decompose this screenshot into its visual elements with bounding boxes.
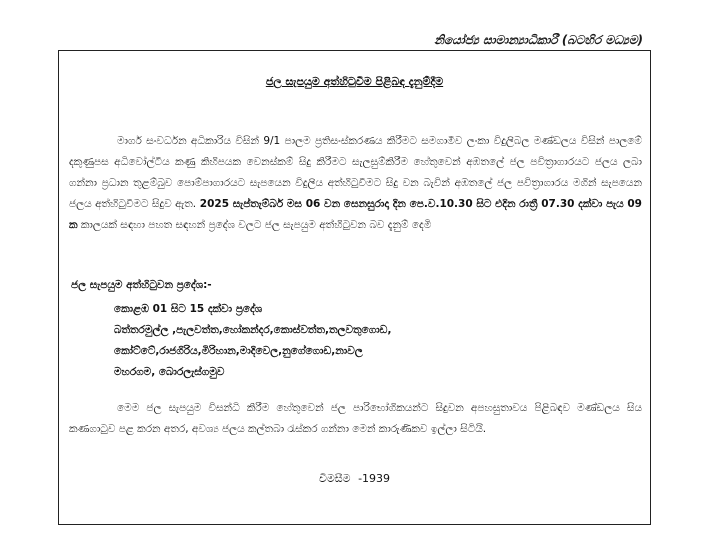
paragraph-date-time: 2025 සැප්තැම්බර් මස 06 වන සෙනසුරාදා දින පෙ.ව.10.30 සිට එදින රාත්‍රී 07.30 දක්වා පැය 09 ක [69,198,642,231]
notice-paragraph-main [69,131,642,236]
area-line: බත්තරමුල්ල ,පැලවත්ත,හෝකන්දර,කොස්වත්ත,තලවතුගොඩ, [114,324,392,336]
area-line: කොළඹ 01 සිට 15 දක්වා ප්‍රදේශ [114,303,263,315]
affected-areas-heading: ජල සැපයුම අත්හිටුවන ප්‍රදේශ:- [71,279,212,291]
inquiry-label: විමසීම [318,472,351,485]
inquiry-number: -1939 [358,472,391,485]
notice-box [58,50,651,525]
paragraph-lead: මාර්ග සංවර්ධන අධිකාරිය විසින් 9/1 පාලම ප්‍රතිසංස්කරණය කිරීමට සමගාමීව ලංකා විදුලිබල මණ්ඩලය විසින් පාලමේ දකුණුපස අධිවෝල්ටීය කණු කිහිපයක වෙනස්කම් සිදු කිරීමට සැලසුම්කිරීම හේතුවෙන් අඹතලේ ජල පවිත්‍රාගාරයට ජලය ලබා ගන්නා ප්‍රධාන තුළම්බුව පොම්පාගාරයට සැපයෙන විදුලිය අත්හිටුවීමට සිදු වන බැවින් අඹතලේ ජල පවිත්‍රාගාරය මගින් සැපයෙන ජලය අත්හිටුවීමට සිදුව ඇත. [69,135,642,210]
area-line: කෝට්ටේ,රාජගිරිය,මිරිහාන,මාදිවෙල,නුගේගොඩ,නාවල [114,345,363,357]
paragraph-tail: කාලයක් සඳහා පහත සඳහන් ප්‍රදේශ වලට ජල සැපයුම අත්හිටුවන බව දැනුම් දෙමි [77,219,432,231]
office-header: නියෝජ්‍ය සාමාන්‍යාධිකාරී (බටහිර මධ්‍යම) [434,33,643,47]
area-line: මහරගම, බොරලැස්ගමුව [114,366,225,378]
inquiry-line [59,472,650,486]
affected-areas-list [114,299,391,383]
apology-paragraph: මෙම ජල සැපයුම විසන්ධි කිරීම හේතුවෙන් ජල පාරිභෝගිකයන්ට සිදුවන අපහසුතාවය පිළිබඳව මණ්ඩලය සිය කණගාටුව පළ කරන අතර, අවශ්‍ය ජලය කල්තබා රැස්කර ගන්නා මෙන් කාරුණිකව ඉල්ලා සිටියි. [69,402,642,435]
notice-title: ජල සැපයුම අත්හිටුවීම පිළිබඳ දැනුම්දීම [265,75,444,88]
